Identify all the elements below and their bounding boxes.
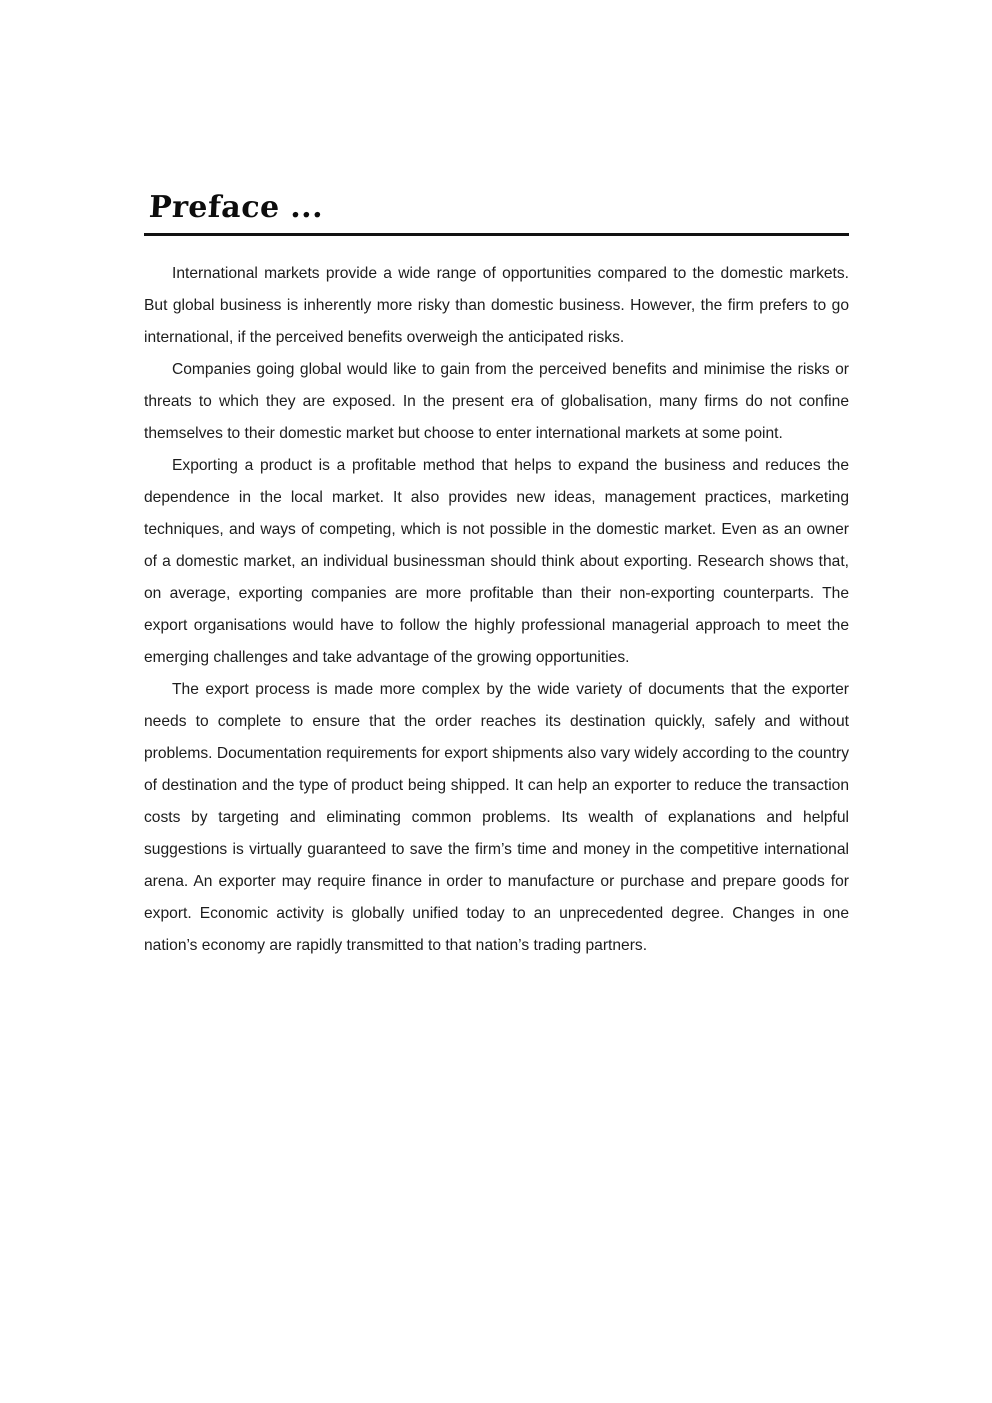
- preface-paragraph-4: The export process is made more complex by the wide variety of documents that the exporter needs to complete to ensure that the order reaches its destination quickly, safely and without problems. Documentation requirements for export shipments also vary widely according to the country of destination and the type of product being shipped. It can help an exporter to reduce the transaction costs by targeting and eliminating common problems. Its wealth of explanations and helpful suggestions is virtually guaranteed to save the firm’s time and money in the competitive international arena. An exporter may require finance in order to manufacture or purchase and prepare goods for export. Economic activity is globally unified today to an unprecedented degree. Changes in one nation’s economy are rapidly transmitted to that nation’s trading partners.: [144, 681, 849, 954]
- preface-paragraph-1: International markets provide a wide range of opportunities compared to the domestic markets. But global business is inherently more risky than domestic business. However, the firm prefers to go international, if the perceived benefits overweigh the anticipated risks.: [144, 265, 849, 346]
- preface-paragraph-3: Exporting a product is a profitable method that helps to expand the business and reduces the dependence in the local market. It also provides new ideas, management practices, marketing techniques, and ways of competing, which is not possible in the domestic market. Even as an owner of a domestic market, an individual businessman should think about exporting. Research shows that, on average, exporting companies are more profitable than their non-exporting counterparts. The export organisations would have to follow the highly professional managerial approach to meet the emerging challenges and take advantage of the growing opportunities.: [144, 457, 849, 666]
- title-divider: [144, 233, 849, 236]
- page-title: Preface ...: [148, 190, 325, 225]
- preface-paragraph-2: Companies going global would like to gain from the perceived benefits and minimise the risks or threats to which they are exposed. In the present era of globalisation, many firms do not confine themselves to their domestic market but choose to enter international markets at some point.: [144, 361, 849, 442]
- page-content: [144, 190, 849, 962]
